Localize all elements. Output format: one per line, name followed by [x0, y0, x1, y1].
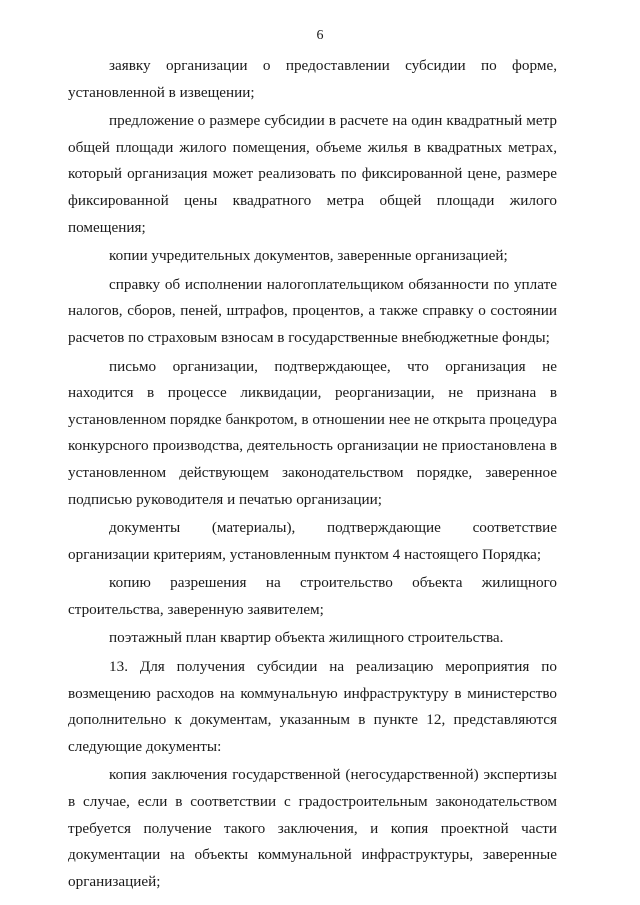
- document-body: [68, 53, 557, 895]
- paragraph-expertise-copy: копия заключения государственной (негосударственной) экспертизы в случае, если в соответствии с градостроительным законодательством требуется получение такого заключения, и копия проектной части документации на объекты коммунальной инфраструктуры, заверенные организацией;: [68, 766, 557, 890]
- paragraph-founding-documents: копии учредительных документов, заверенные организацией;: [109, 247, 508, 265]
- paragraph-organization-letter: письмо организации, подтверждающее, что организация не находится в процессе ликвидации, реорганизации, не признана в установленном порядке банкротом, в отношении нее не открыта процедура конкурсного производства, деятельность организации не приостановлена в установленном действующем законодательством порядке, заверенное подписью руководителя и печатью организации;: [68, 357, 557, 508]
- paragraph-tax-certificate: справку об исполнении налогоплательщиком обязанности по уплате налогов, сборов, пеней, штрафов, процентов, а также справку о состоянии расчетов по страховым взносам в государственные внебюджетные фонды;: [68, 275, 557, 346]
- paragraph-criteria-documents: документы (материалы), подтверждающие соответствие организации критериям, установленным пунктом 4 настоящего Порядка;: [68, 519, 557, 563]
- paragraph-item-13: 13. Для получения субсидии на реализацию мероприятия по возмещению расходов на коммунальную инфраструктуру в министерство дополнительно к документам, указанным в пункте 12, представляются следующие документы:: [68, 658, 557, 755]
- page-number: 6: [316, 28, 324, 43]
- paragraph-construction-permit: копию разрешения на строительство объекта жилищного строительства, заверенную заявителем;: [68, 574, 557, 618]
- paragraph-application: заявку организации о предоставлении субсидии по форме, установленной в извещении;: [68, 57, 557, 101]
- paragraph-floor-plan: поэтажный план квартир объекта жилищного строительства.: [109, 629, 504, 647]
- paragraph-subsidy-proposal: предложение о размере субсидии в расчете на один квадратный метр общей площади жилого помещения, объеме жилья в квадратных метрах, который организация может реализовать по фиксированной цене, размере фиксированной цены квадратного метра общей площади жилого помещения;: [68, 112, 557, 236]
